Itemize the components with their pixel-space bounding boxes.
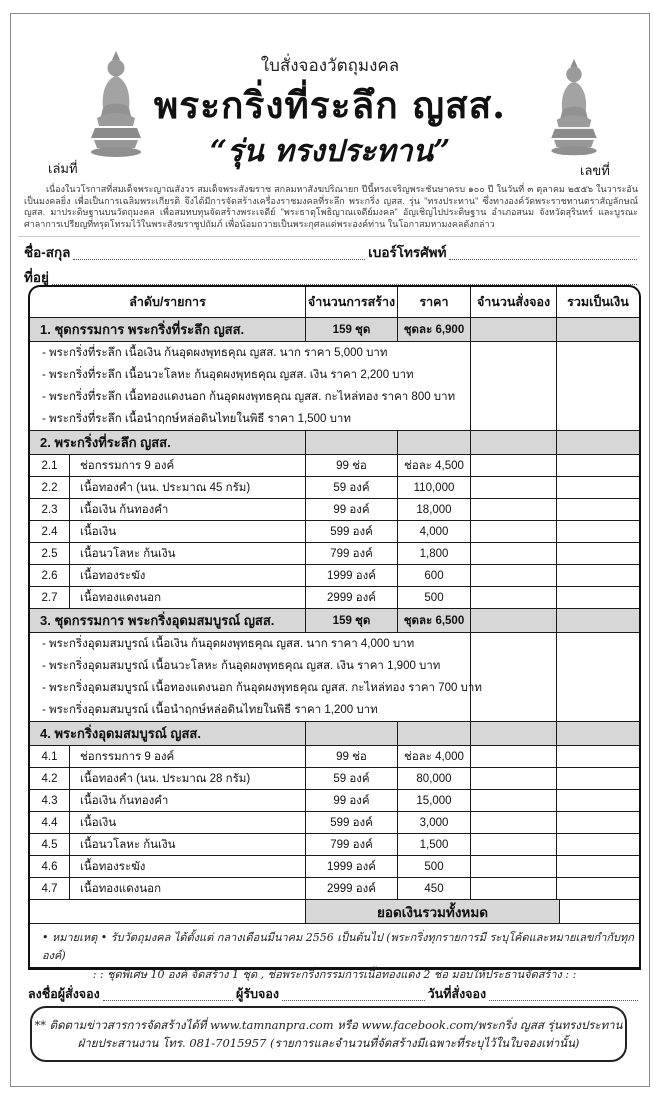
footer-line-1: ** ติดตามข่าวสารการจัดสร้างได้ที่ www.tamnanpra.com หรือ www.facebook.com/พระกริ่ง ญสส รุ่นทรงประทาน <box>34 1018 623 1032</box>
total-amount-cell <box>556 856 639 877</box>
item-label: เนื้อทองคำ (นน. ประมาณ 28 กรัม) <box>69 768 305 789</box>
phone-label: เบอร์โทรศัพท์ <box>368 245 447 260</box>
total-amount-cell <box>556 342 639 430</box>
price: 18,000 <box>397 499 470 520</box>
form-title: พระกริ่งที่ระลึก ญสส. <box>153 83 507 127</box>
row-number: 2.1 <box>41 459 58 472</box>
build-count <box>305 722 397 745</box>
address-dotted-line <box>52 270 637 285</box>
sub-item: - พระกริ่งอุดมสมบูรณ์ เนื้อนำฤกษ์หล่อดินไทยในพิธี ราคา 1,200 บาท <box>42 704 378 716</box>
item-row <box>30 586 639 608</box>
item-row <box>30 789 639 811</box>
row-number: 4.4 <box>41 816 58 829</box>
item-row <box>30 855 639 877</box>
row-number: 4.2 <box>41 772 58 785</box>
item-label: เนื้อทองคำ (นน. ประมาณ 45 กรัม) <box>69 477 305 498</box>
build-count: 599 องค์ <box>305 812 397 833</box>
sub-item: - พระกริ่งอุดมสมบูรณ์ เนื้อทองแดงนอก ก้นอุดผงพุทธคุณ ญสส. กะไหล่ทอง ราคา 700 บาท <box>42 682 482 694</box>
sub-item-rows <box>30 632 639 721</box>
price: ชุดละ 6,500 <box>397 609 470 632</box>
sub-item-list <box>30 633 482 721</box>
phone-dotted-line <box>449 245 637 260</box>
item-label: เนื้อทองระฆัง <box>69 856 305 877</box>
col-header: รวมเป็นเงิน <box>556 287 639 317</box>
build-count: 159 ชุด <box>305 318 397 341</box>
col-header: ลำดับ/รายการ <box>129 295 206 309</box>
item-label: เนื้อนวโลหะ ก้นเงิน <box>69 834 305 855</box>
item-label: เนื้อทองแดงนอก <box>69 587 305 608</box>
sub-item: - พระกริ่งที่ระลึก เนื้อนำฤกษ์หล่อดินไทยในพิธี ราคา 1,500 บาท <box>42 413 351 425</box>
price: 4,000 <box>397 521 470 542</box>
order-qty-cell <box>470 790 556 811</box>
build-count: 159 ชุด <box>305 609 397 632</box>
order-qty-cell <box>470 565 556 586</box>
item-row <box>30 476 639 498</box>
notes-line-2: : : ชุดพิเศษ 10 องค์ จัดสร้าง 1 ชุด , ช่อพระกริ่งกรรมการเนื้อทองแดง 2 ช่อ มอบให้ประธานจัดสร้าง : : <box>92 968 577 981</box>
total-amount-cell <box>556 521 639 542</box>
order-qty-cell <box>470 633 556 721</box>
row-number: 4.3 <box>41 794 58 807</box>
order-qty-cell <box>470 455 556 476</box>
item-label: ช่อกรรมการ 9 องค์ <box>69 455 305 476</box>
order-qty-cell <box>470 342 556 430</box>
item-label: เนื้อนวโลหะ ก้นเงิน <box>69 543 305 564</box>
total-amount-cell <box>556 878 639 899</box>
receiver-dotted-line <box>282 987 425 1001</box>
item-row <box>30 498 639 520</box>
sub-item: - พระกริ่งที่ระลึก เนื้อทองแดงนอก ก้นอุดผงพุทธคุณ ญสส. กะไหล่ทอง ราคา 800 บาท <box>42 391 456 403</box>
item-row <box>30 877 639 899</box>
price: 110,000 <box>397 477 470 498</box>
row-number: 2.5 <box>41 547 58 560</box>
order-qty-cell <box>470 318 556 341</box>
order-table <box>28 285 641 981</box>
build-count: 59 องค์ <box>305 477 397 498</box>
name-label: ชื่อ-สกุล <box>24 245 71 260</box>
item-label: เนื้อเงิน <box>69 521 305 542</box>
buddha-amulet-left-image <box>88 50 144 165</box>
row-number: 4.6 <box>41 860 58 873</box>
price <box>397 722 470 745</box>
item-label: เนื้อเงิน <box>69 812 305 833</box>
order-qty-cell <box>470 431 556 454</box>
item-label: ช่อกรรมการ 9 องค์ <box>69 746 305 767</box>
total-amount-cell <box>556 455 639 476</box>
total-amount-cell <box>556 431 639 454</box>
sub-item: - พระกริ่งอุดมสมบูรณ์ เนื้อนวะโลหะ ก้นอุดผงพุทธคุณ ญสส. เงิน ราคา 1,900 บาท <box>42 660 441 672</box>
col-header: จำนวนการสร้าง <box>305 287 397 317</box>
section-band-row <box>30 608 639 632</box>
total-amount-cell <box>556 834 639 855</box>
price <box>397 431 470 454</box>
name-dotted-line <box>73 245 365 260</box>
item-row <box>30 542 639 564</box>
total-amount-cell <box>556 543 639 564</box>
sub-item: - พระกริ่งที่ระลึก เนื้อนวะโลหะ ก้นอุดผงพุทธคุณ ญสส. เงิน ราคา 2,200 บาท <box>42 369 414 381</box>
grand-total-row <box>30 899 639 923</box>
price: 1,800 <box>397 543 470 564</box>
build-count: 99 องค์ <box>305 790 397 811</box>
form-type-label: ใบสั่งจองวัตถุมงคล <box>260 56 400 75</box>
total-amount-cell <box>556 790 639 811</box>
divider-rule <box>18 236 640 237</box>
total-amount-cell <box>559 900 639 923</box>
build-count: 1999 องค์ <box>305 856 397 877</box>
item-label: เนื้อเงิน ก้นทองคำ <box>69 790 305 811</box>
total-amount-cell <box>556 812 639 833</box>
order-qty-cell <box>470 746 556 767</box>
row-number: 4.1 <box>41 750 58 763</box>
total-amount-cell <box>556 722 639 745</box>
date-dotted-line <box>489 987 638 1001</box>
item-row <box>30 454 639 476</box>
section-band-row <box>30 317 639 341</box>
total-amount-cell <box>556 587 639 608</box>
build-count <box>305 431 397 454</box>
order-qty-cell <box>470 521 556 542</box>
price: 500 <box>397 856 470 877</box>
order-qty-cell <box>470 834 556 855</box>
signature-row <box>28 984 641 1004</box>
blank-cell <box>30 900 305 923</box>
build-count: 799 องค์ <box>305 834 397 855</box>
total-amount-cell <box>556 746 639 767</box>
row-number: 2.6 <box>41 569 58 582</box>
row-number: 2.2 <box>41 481 58 494</box>
row-number: 2.3 <box>41 503 58 516</box>
row-number: 4.5 <box>41 838 58 851</box>
address-label: ที่อยู่ <box>24 270 49 285</box>
order-qty-cell <box>470 722 556 745</box>
total-amount-cell <box>556 565 639 586</box>
total-amount-cell <box>556 633 639 721</box>
item-label: เนื้อทองแดงนอก <box>69 878 305 899</box>
build-count: 99 ช่อ <box>305 746 397 767</box>
edition-title: “รุ่น ทรงประทาน” <box>209 134 451 169</box>
total-amount-cell <box>556 499 639 520</box>
order-qty-cell <box>470 477 556 498</box>
order-qty-cell <box>470 499 556 520</box>
build-count: 799 องค์ <box>305 543 397 564</box>
item-row <box>30 767 639 789</box>
section-band-row <box>30 430 639 454</box>
price: 600 <box>397 565 470 586</box>
price: 80,000 <box>397 768 470 789</box>
row-number: 4.7 <box>41 882 58 895</box>
build-count: 59 องค์ <box>305 768 397 789</box>
order-qty-cell <box>470 768 556 789</box>
buddha-amulet-right-image <box>548 58 600 163</box>
total-amount-cell <box>556 318 639 341</box>
price: 450 <box>397 878 470 899</box>
item-row <box>30 745 639 767</box>
serial-no-label: เลขที่ <box>580 163 610 178</box>
order-qty-cell <box>470 878 556 899</box>
price: ช่อละ 4,500 <box>397 455 470 476</box>
price: ช่อละ 4,000 <box>397 746 470 767</box>
sub-item: - พระกริ่งที่ระลึก เนื้อเงิน ก้นอุดผงพุทธคุณ ญสส. นาก ราคา 5,000 บาท <box>42 347 388 359</box>
order-table-rows <box>30 317 639 923</box>
footer-line-2: ฝ่ายประสานงาน โทร. 081-7015957 (รายการและจำนวนที่จัดสร้างมีเฉพาะที่ระบุไว้ในใบจองเท่านั้น) <box>77 1036 580 1050</box>
item-row <box>30 564 639 586</box>
sub-item: - พระกริ่งอุดมสมบูรณ์ เนื้อเงิน ก้นอุดผงพุทธคุณ ญสส. นาก ราคา 4,000 บาท <box>42 638 415 650</box>
item-label: เนื้อเงิน ก้นทองคำ <box>69 499 305 520</box>
item-row <box>30 833 639 855</box>
name-phone-row <box>24 241 640 263</box>
price: 3,000 <box>397 812 470 833</box>
build-count: 1999 องค์ <box>305 565 397 586</box>
col-header: จำนวนสั่งจอง <box>470 287 556 317</box>
item-row <box>30 811 639 833</box>
notes-block <box>30 923 639 981</box>
build-count: 599 องค์ <box>305 521 397 542</box>
price: 1,500 <box>397 834 470 855</box>
date-label: วันที่สั่งจอง <box>427 987 487 1001</box>
sub-item-list <box>30 342 470 430</box>
intro-paragraph: เนื่องในวโรกาสที่สมเด็จพระญาณสังวร สมเด็จพระสังฆราช สกลมหาสังฆปริณายก ปีนี้ทรงเจริญพระชันษาครบ ๑๐๐ ปี ในวันที่ ๓ ตุลาคม ๒๕๕๖ ในวาระอันเป็นมงคลยิ่ง เพื่อเป็นการเฉลิมพระเกียรติ จึงได้มีการจัดสร้างเครื่องราชมงคลที่ระลึก พระกริ่ง ญสส. รุ่น "ทรงประทาน" ซึ่งทางองค์วัดพระราชทานตราสัญลักษณ์ ญสส. มาประดิษฐานบนวัตถุมงคล เพื่อสมทบทุนจัดสร้างพระเจดีย์ "พระธาตุโพธิญาณเจดีย์มงคล" อัญเชิญไปประดิษฐาน อำเภอสนม จังหวัดสุรินทร์ และบูรณะศาลาการเปรียญที่ทรุดโทรมไว้ในพระสังฆราชูปถัมภ์ เพื่อน้อมถวายเป็นพระกุศลแด่พระองค์ท่าน ในโอกาสมหามงคลดังกล่าว <box>24 184 638 229</box>
total-amount-cell <box>556 768 639 789</box>
item-row <box>30 520 639 542</box>
price: 500 <box>397 587 470 608</box>
build-count: 2999 องค์ <box>305 878 397 899</box>
item-label: เนื้อทองระฆัง <box>69 565 305 586</box>
row-number: 2.4 <box>41 525 58 538</box>
section-title: 1. ชุดกรรมการ พระกริ่งที่ระลึก ญสส. <box>30 318 305 341</box>
price: ชุดละ 6,900 <box>397 318 470 341</box>
footer-note-box <box>30 1006 627 1062</box>
order-qty-cell <box>470 856 556 877</box>
notes-line-1: • หมายเหตุ • รับวัตถุมงคล ได้ตั้งแต่ กลางเดือนมีนาคม 2556 เป็นต้นไป (พระกริ่งทุกรายการมี ระบุโค้ดและหมายเลขกำกับทุกองค์) <box>42 931 634 962</box>
signer-dotted-line <box>103 987 233 1001</box>
section-title: 3. ชุดกรรมการ พระกริ่งอุดมสมบูรณ์ ญสส. <box>30 609 305 632</box>
build-count: 99 องค์ <box>305 499 397 520</box>
build-count: 2999 องค์ <box>305 587 397 608</box>
col-header: ราคา <box>397 287 470 317</box>
table-header-row <box>30 287 639 317</box>
row-number: 2.7 <box>41 591 58 604</box>
order-qty-cell <box>470 609 556 632</box>
receiver-label: ผู้รับจอง <box>236 987 279 1001</box>
order-qty-cell <box>470 587 556 608</box>
section-band-row <box>30 721 639 745</box>
signer-label: ลงชื่อผู้สั่งจอง <box>28 987 100 1001</box>
section-title: 2. พระกริ่งที่ระลึก ญสส. <box>30 431 305 454</box>
order-qty-cell <box>470 812 556 833</box>
build-count: 99 ช่อ <box>305 455 397 476</box>
total-amount-cell <box>556 609 639 632</box>
sub-item-rows <box>30 341 639 430</box>
price: 15,000 <box>397 790 470 811</box>
book-no-label: เล่มที่ <box>48 161 78 176</box>
grand-total-label: ยอดเงินรวมทั้งหมด <box>305 900 559 923</box>
total-amount-cell <box>556 477 639 498</box>
order-qty-cell <box>470 543 556 564</box>
section-title: 4. พระกริ่งอุดมสมบูรณ์ ญสส. <box>30 722 305 745</box>
